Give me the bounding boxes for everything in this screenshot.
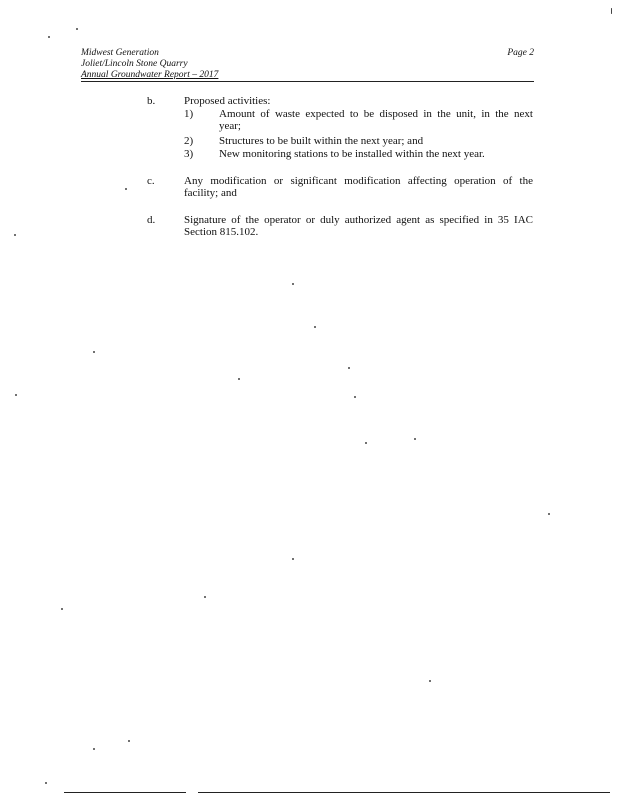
- item-c-line2: facility; and: [184, 187, 237, 199]
- item-b-title: Proposed activities:: [184, 95, 271, 107]
- scan-speck: [45, 782, 47, 784]
- scan-speck: [292, 283, 294, 285]
- item-b-marker: b.: [147, 95, 156, 107]
- scan-speck: [48, 36, 50, 38]
- item-b-sub3-text: New monitoring stations to be installed within the next year.: [219, 148, 485, 160]
- page-header-left: [81, 48, 218, 81]
- scan-speck: [611, 8, 612, 14]
- header-report-title: Annual Groundwater Report – 2017: [81, 70, 219, 80]
- scan-speck: [348, 367, 350, 369]
- scan-speck: [128, 740, 130, 742]
- item-b-sub1-line2: year;: [219, 120, 241, 132]
- item-b-sub2-number: 2): [184, 135, 194, 147]
- scan-speck: [238, 378, 240, 380]
- scan-speck: [125, 188, 127, 190]
- item-d-marker: d.: [147, 214, 156, 226]
- item-b-sub3-number: 3): [184, 148, 194, 160]
- footer-scan-line: [64, 792, 186, 793]
- scan-speck: [93, 351, 95, 353]
- scan-speck: [365, 442, 367, 444]
- scan-speck: [14, 234, 16, 236]
- scan-speck: [93, 748, 95, 750]
- item-d-line1: Signature of the operator or duly authorized agent as specified in 35 IAC: [184, 214, 533, 226]
- scan-speck: [76, 28, 78, 30]
- scan-speck: [15, 394, 17, 396]
- scan-speck: [414, 438, 416, 440]
- header-rule: [81, 81, 534, 82]
- footer-scan-line: [198, 792, 610, 793]
- item-b-sub2-text: Structures to be built within the next year; and: [219, 135, 424, 147]
- item-c-line1: Any modification or significant modification affecting operation of the: [184, 175, 533, 187]
- scan-speck: [292, 558, 294, 560]
- scan-speck: [429, 680, 431, 682]
- scan-speck: [204, 596, 206, 598]
- item-b-sub1-line1: Amount of waste expected to be disposed in the unit, in the next: [219, 108, 533, 120]
- scan-speck: [548, 513, 550, 515]
- item-b-sub1-number: 1): [184, 108, 194, 120]
- scan-speck: [314, 326, 316, 328]
- header-company: Midwest Generation: [81, 48, 159, 58]
- item-d-line2: Section 815.102.: [184, 226, 259, 238]
- page-number: Page 2: [507, 48, 534, 58]
- scan-speck: [354, 396, 356, 398]
- header-site: Joliet/Lincoln Stone Quarry: [81, 59, 188, 69]
- item-c-marker: c.: [147, 175, 155, 187]
- scan-speck: [61, 608, 63, 610]
